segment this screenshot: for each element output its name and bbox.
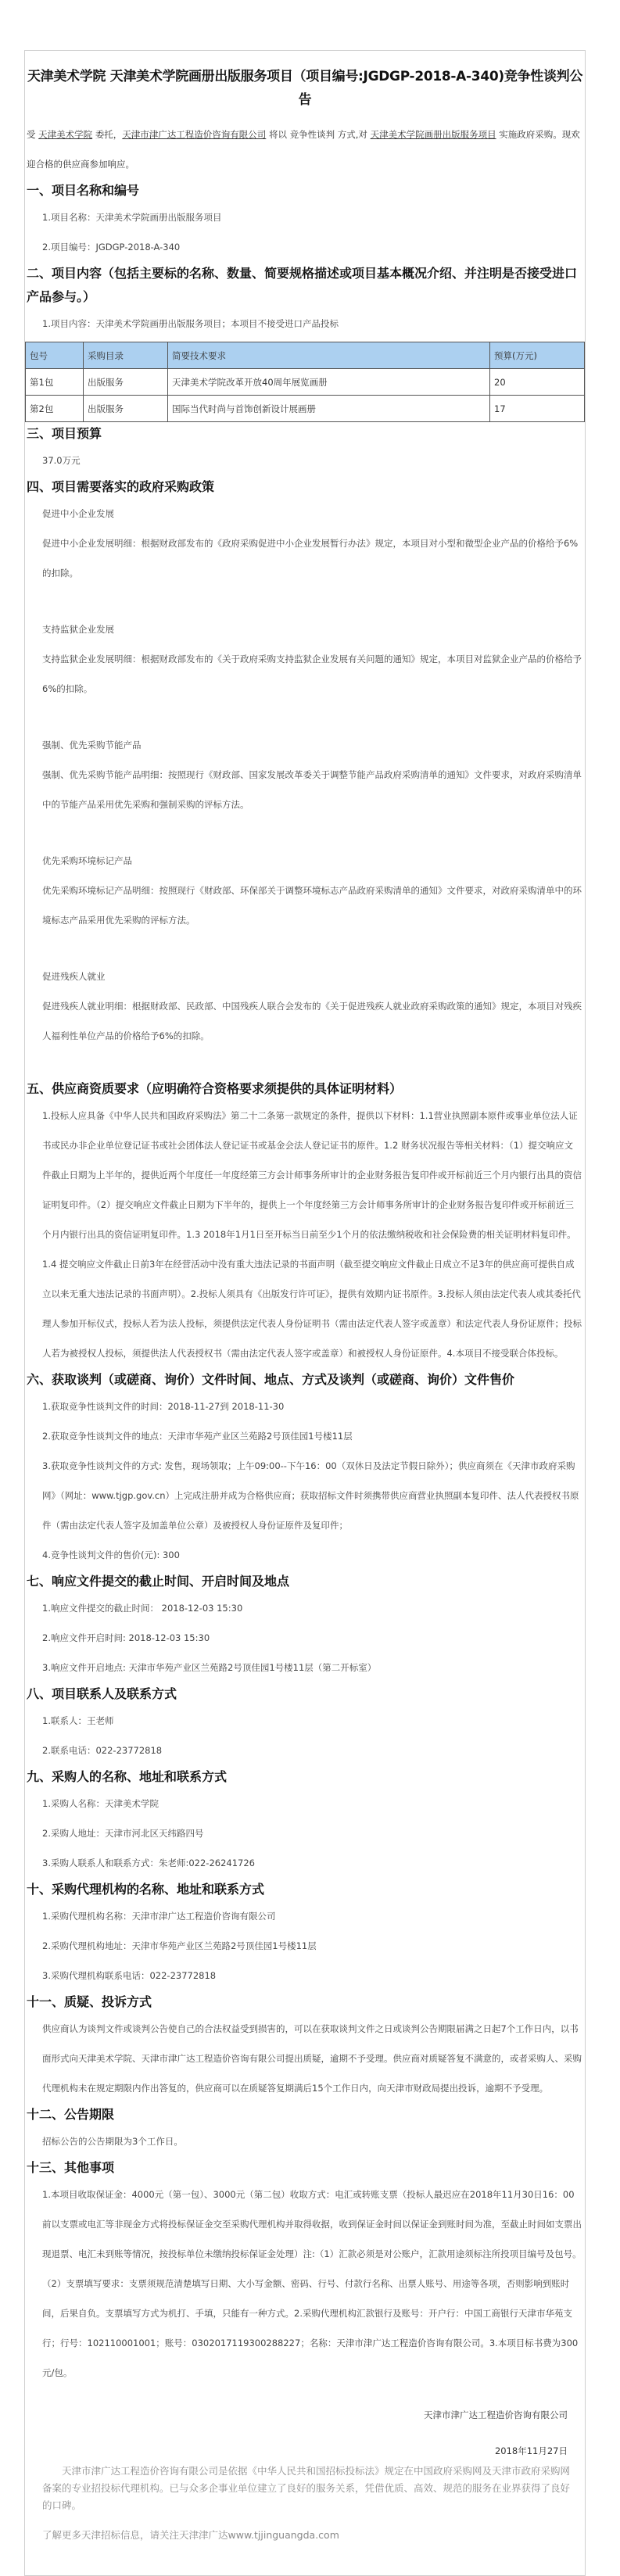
intro-text: 方式,对 (337, 129, 367, 140)
document-location: 2.获取竞争性谈判文件的地点：天津市华苑产业区兰苑路2号顶佳园1号楼11层 (42, 1431, 353, 1442)
section-heading-8: 八、项目联系人及联系方式 (27, 1686, 177, 1701)
intro-text: 实施政府采购。现欢迎合格的供应商参加响应。 (27, 129, 580, 170)
table-cell: 20 (490, 369, 585, 396)
column-header: 简要技术要求 (168, 342, 490, 369)
document-method: 3.获取竞争性谈判文件的方式: 发售，现场领取；上午09:00--下午16：00（双休日及法定节假日除外）；供应商须在《天津市政府采购网》（网址：www.tjgp.gov.cn）上完成注册并成为合格供应商；获取招标文件时须携带供应商营业执照副本复印件、法人代表授权书原件（需由法定代表人签字及加盖单位公章）及被授权人身份证原件及复印件； (42, 1460, 579, 1531)
section-heading-12: 十二、公告期限 (27, 2107, 115, 2122)
purchaser-address: 2.采购人地址：天津市河北区天纬路四号 (42, 1828, 204, 1839)
submission-deadline: 1.响应文件提交的截止时间： 2018-12-03 15:30 (42, 1603, 243, 1614)
policy-name: 强制、优先采购节能产品 (42, 740, 142, 751)
table-cell: 出版服务 (84, 369, 168, 396)
table-header-row (26, 342, 585, 369)
opening-location: 3.响应文件开启地点: 天津市华苑产业区兰苑路2号顶佳园1号楼11层（第二开标室） (42, 1662, 377, 1673)
intro-paragraph (25, 120, 585, 179)
agency-address: 2.采购代理机构地址：天津市华苑产业区兰苑路2号顶佳园1号楼11层 (42, 1940, 317, 1951)
policy-name: 支持监狱企业发展 (42, 624, 114, 635)
policy-name: 促进中小企业发展 (42, 508, 114, 519)
footer-about: 天津市津广达工程造价咨询有限公司是依据《中华人民共和国招标投标法》规定在中国政府采购网及天津市政府采购网备案的专业招投标代理机构。已与众多企事业单位建立了良好的服务关系，凭借优质、高效、规范的服务在业界获得了良好的口碑。 (42, 2465, 571, 2511)
purchaser-name: 1.采购人名称：天津美术学院 (42, 1798, 159, 1809)
contact-person: 1.联系人：王老师 (42, 1715, 114, 1726)
purchaser-link[interactable]: 天津美术学院 (38, 129, 93, 140)
procurement-method: 竞争性谈判 (289, 129, 335, 140)
table-cell: 17 (490, 396, 585, 422)
section-heading-4: 四、项目需要落实的政府采购政策 (27, 479, 215, 494)
package-table (25, 342, 585, 422)
announcement-container (24, 50, 586, 2576)
project-link[interactable]: 天津美术学院画册出版服务项目 (370, 129, 496, 140)
agency-phone: 3.采购代理机构联系电话：022-23772818 (42, 1970, 217, 1981)
purchaser-contact: 3.采购人联系人和联系方式：朱老师:022-26241726 (42, 1858, 255, 1868)
complaint-procedure: 供应商认为谈判文件或谈判公告使自己的合法权益受到损害的，可以在获取谈判文件之日或谈判公告期限届满之日起7个工作日内，以书面形式向天津美术学院、天津市津广达工程造价咨询有限公司提出质疑，逾期不予受理。供应商对质疑答复不满意的，或者采购人、采购代理机构未在规定期限内作出答复的，供应商可以在质疑答复期满后15个工作日内，向天津市财政局提出投诉，逾期不予受理。 (42, 2023, 582, 2094)
contact-phone: 2.联系电话：022-23772818 (42, 1745, 163, 1756)
agency-name: 1.采购代理机构名称：天津市津广达工程造价咨询有限公司 (42, 1911, 276, 1922)
intro-text: 委托， (95, 129, 123, 140)
section-heading-13: 十三、其他事项 (27, 2160, 115, 2175)
signature-date: 2018年11月27日 (494, 2445, 568, 2456)
table-cell: 国际当代时尚与首饰创新设计展画册 (168, 396, 490, 422)
opening-time: 2.响应文件开启时间: 2018-12-03 15:30 (42, 1632, 210, 1643)
policy-detail: 促进中小企业发展明细：根据财政部发布的《政府采购促进中小企业发展暂行办法》规定，本项目对小型和微型企业产品的价格给予6%的扣除。 (42, 538, 579, 579)
table-cell: 天津美术学院改革开放40周年展览画册 (168, 369, 490, 396)
policy-name: 优先采购环境标记产品 (42, 855, 132, 866)
table-cell: 第2包 (26, 396, 84, 422)
section-heading-1: 一、项目名称和编号 (27, 183, 140, 198)
table-row (26, 369, 585, 396)
announcement-period: 招标公告的公告期限为3个工作日。 (42, 2136, 183, 2147)
footer-more-info: 了解更多天津招标信息，请关注天津津广达www.tjjinguangda.com (42, 2529, 339, 2541)
policy-detail: 优先采购环境标记产品明细：按照现行《财政部、环保部关于调整环境标志产品政府采购清单的通知》文件要求，对政府采购清单中的环境标志产品采用优先采购的评标方法。 (42, 885, 582, 926)
intro-text: 将以 (268, 129, 287, 140)
intro-text: 受 (27, 129, 36, 140)
project-number: 2.项目编号：JGDGP-2018-A-340 (42, 242, 181, 253)
column-header: 采购目录 (84, 342, 168, 369)
agency-link[interactable]: 天津市津广达工程造价咨询有限公司 (122, 129, 267, 140)
policy-name: 促进残疾人就业 (42, 971, 106, 982)
policy-detail: 支持监狱企业发展明细：根据财政部发布的《关于政府采购支持监狱企业发展有关问题的通知》规定，本项目对监狱企业产品的价格给予6%的扣除。 (42, 654, 582, 694)
policy-detail: 强制、优先采购节能产品明细：按照现行《财政部、国家发展改革委关于调整节能产品政府采购清单的通知》文件要求，对政府采购清单中的节能产品采用优先采购和强制采购的评标方法。 (42, 769, 582, 810)
table-cell: 第1包 (26, 369, 84, 396)
section-heading-10: 十、采购代理机构的名称、地址和联系方式 (27, 1882, 265, 1897)
column-header: 包号 (26, 342, 84, 369)
budget-value: 37.0万元 (42, 455, 81, 466)
table-cell: 出版服务 (84, 396, 168, 422)
document-price: 4.竞争性谈判文件的售价(元): 300 (42, 1550, 180, 1560)
section-heading-2: 二、项目内容（包括主要标的名称、数量、简要规格描述或项目基本概况介绍、并注明是否接受进口产品参与。） (27, 266, 578, 304)
policy-detail: 促进残疾人就业明细：根据财政部、民政部、中国残疾人联合会发布的《关于促进残疾人就业政府采购政策的通知》规定，本项目对残疾人福利性单位产品的价格给予6%的扣除。 (42, 1001, 582, 1041)
section-heading-5: 五、供应商资质要求（应明确符合资格要求须提供的具体证明材料） (27, 1081, 403, 1096)
project-name: 1.项目名称：天津美术学院画册出版服务项目 (42, 212, 222, 223)
column-header: 预算(万元) (490, 342, 585, 369)
section-heading-7: 七、响应文件提交的截止时间、开启时间及地点 (27, 1574, 290, 1589)
project-content: 1.项目内容：天津美术学院画册出版服务项目；本项目不接受进口产品投标 (42, 318, 339, 329)
section-heading-9: 九、采购人的名称、地址和联系方式 (27, 1769, 228, 1784)
document-time: 1.获取竞争性谈判文件的时间：2018-11-27到 2018-11-30 (42, 1401, 285, 1412)
qualification-requirements: 1.投标人应具备《中华人民共和国政府采购法》第二十二条第一款规定的条件，提供以下材料：1.1营业执照副本原件或事业单位法人证书或民办非企业单位登记证书或社会团体法人登记证书或基金会法人登记证书的原件。1.2 财务状况报告等相关材料：（1）提交响应文件截止日期为上半年的，提供近两个年度任一年度经第三方会计师事务所审计的企业财务报告复印件或开标前近三个月内银行出具的资信证明复印件。（2）提交响应文件截止日期为下半年的，提供上一个年度经第三方会计师事务所审计的企业财务报告复印件或开标前近三个月内银行出具的资信证明复印件。1.3 2018年1月1日至开标当日前至少1个月的依法缴纳税收和社会保险费的相关证明材料复印件。1.4 提交响应文件截止日前3年在经营活动中没有重大违法记录的书面声明（截至提交响应文件截止日成立不足3年的供应商可提供自成立以来无重大违法记录的书面声明）。2.投标人须具有《出版发行许可证》，提供有效期内证书原件。3.投标人须由法定代表人或其委托代理人参加开标仪式，投标人若为法人投标，须提供法定代表人身份证明书（需由法定代表人签字或盖章）和法定代表人身份证原件；投标人若为被授权人投标，须提供法人代表授权书（需由法定代表人签字或盖章）和被授权人身份证原件。4.本项目不接受联合体投标。 (42, 1110, 582, 1359)
section-heading-3: 三、项目预算 (27, 426, 102, 441)
page-title: 天津美术学院 天津美术学院画册出版服务项目（项目编号:JGDGP-2018-A-340)竞争性谈判公告 (27, 69, 583, 108)
table-row (26, 396, 585, 422)
signature-company: 天津市津广达工程造价咨询有限公司 (424, 2409, 568, 2420)
other-matters: 1.本项目收取保证金：4000元（第一包）、3000元（第二包）收取方式：电汇或转账支票（投标人最迟应在2018年11月30日16：00前以支票或电汇等非现金方式将投标保证金交至采购代理机构并取得收据，收到保证金时间以保证金到账时间为准，至截止时间如支票出现退票、电汇未到账等情况，按投标单位未缴纳投标保证金处理）注:（1）汇款必须是对公账户，汇款用途须标注所投项目编号及包号。（2）支票填写要求：支票须规范清楚填写日期、大小写金额、密码、行号、付款行名称、出票人账号、用途等各项，否则影响到账时间，后果自负。支票填写方式为机打、手填，只能有一种方式。2.采购代理机构汇款银行及账号：开户行：中国工商银行天津市华苑支行；行号：102110001001；账号：0302017119300288227；名称：天津市津广达工程造价咨询有限公司。3.本项目标书费为300元/包。 (42, 2189, 582, 2378)
section-heading-6: 六、获取谈判（或磋商、询价）文件时间、地点、方式及谈判（或磋商、询价）文件售价 (27, 1372, 515, 1387)
section-heading-11: 十一、质疑、投诉方式 (27, 1994, 152, 2009)
